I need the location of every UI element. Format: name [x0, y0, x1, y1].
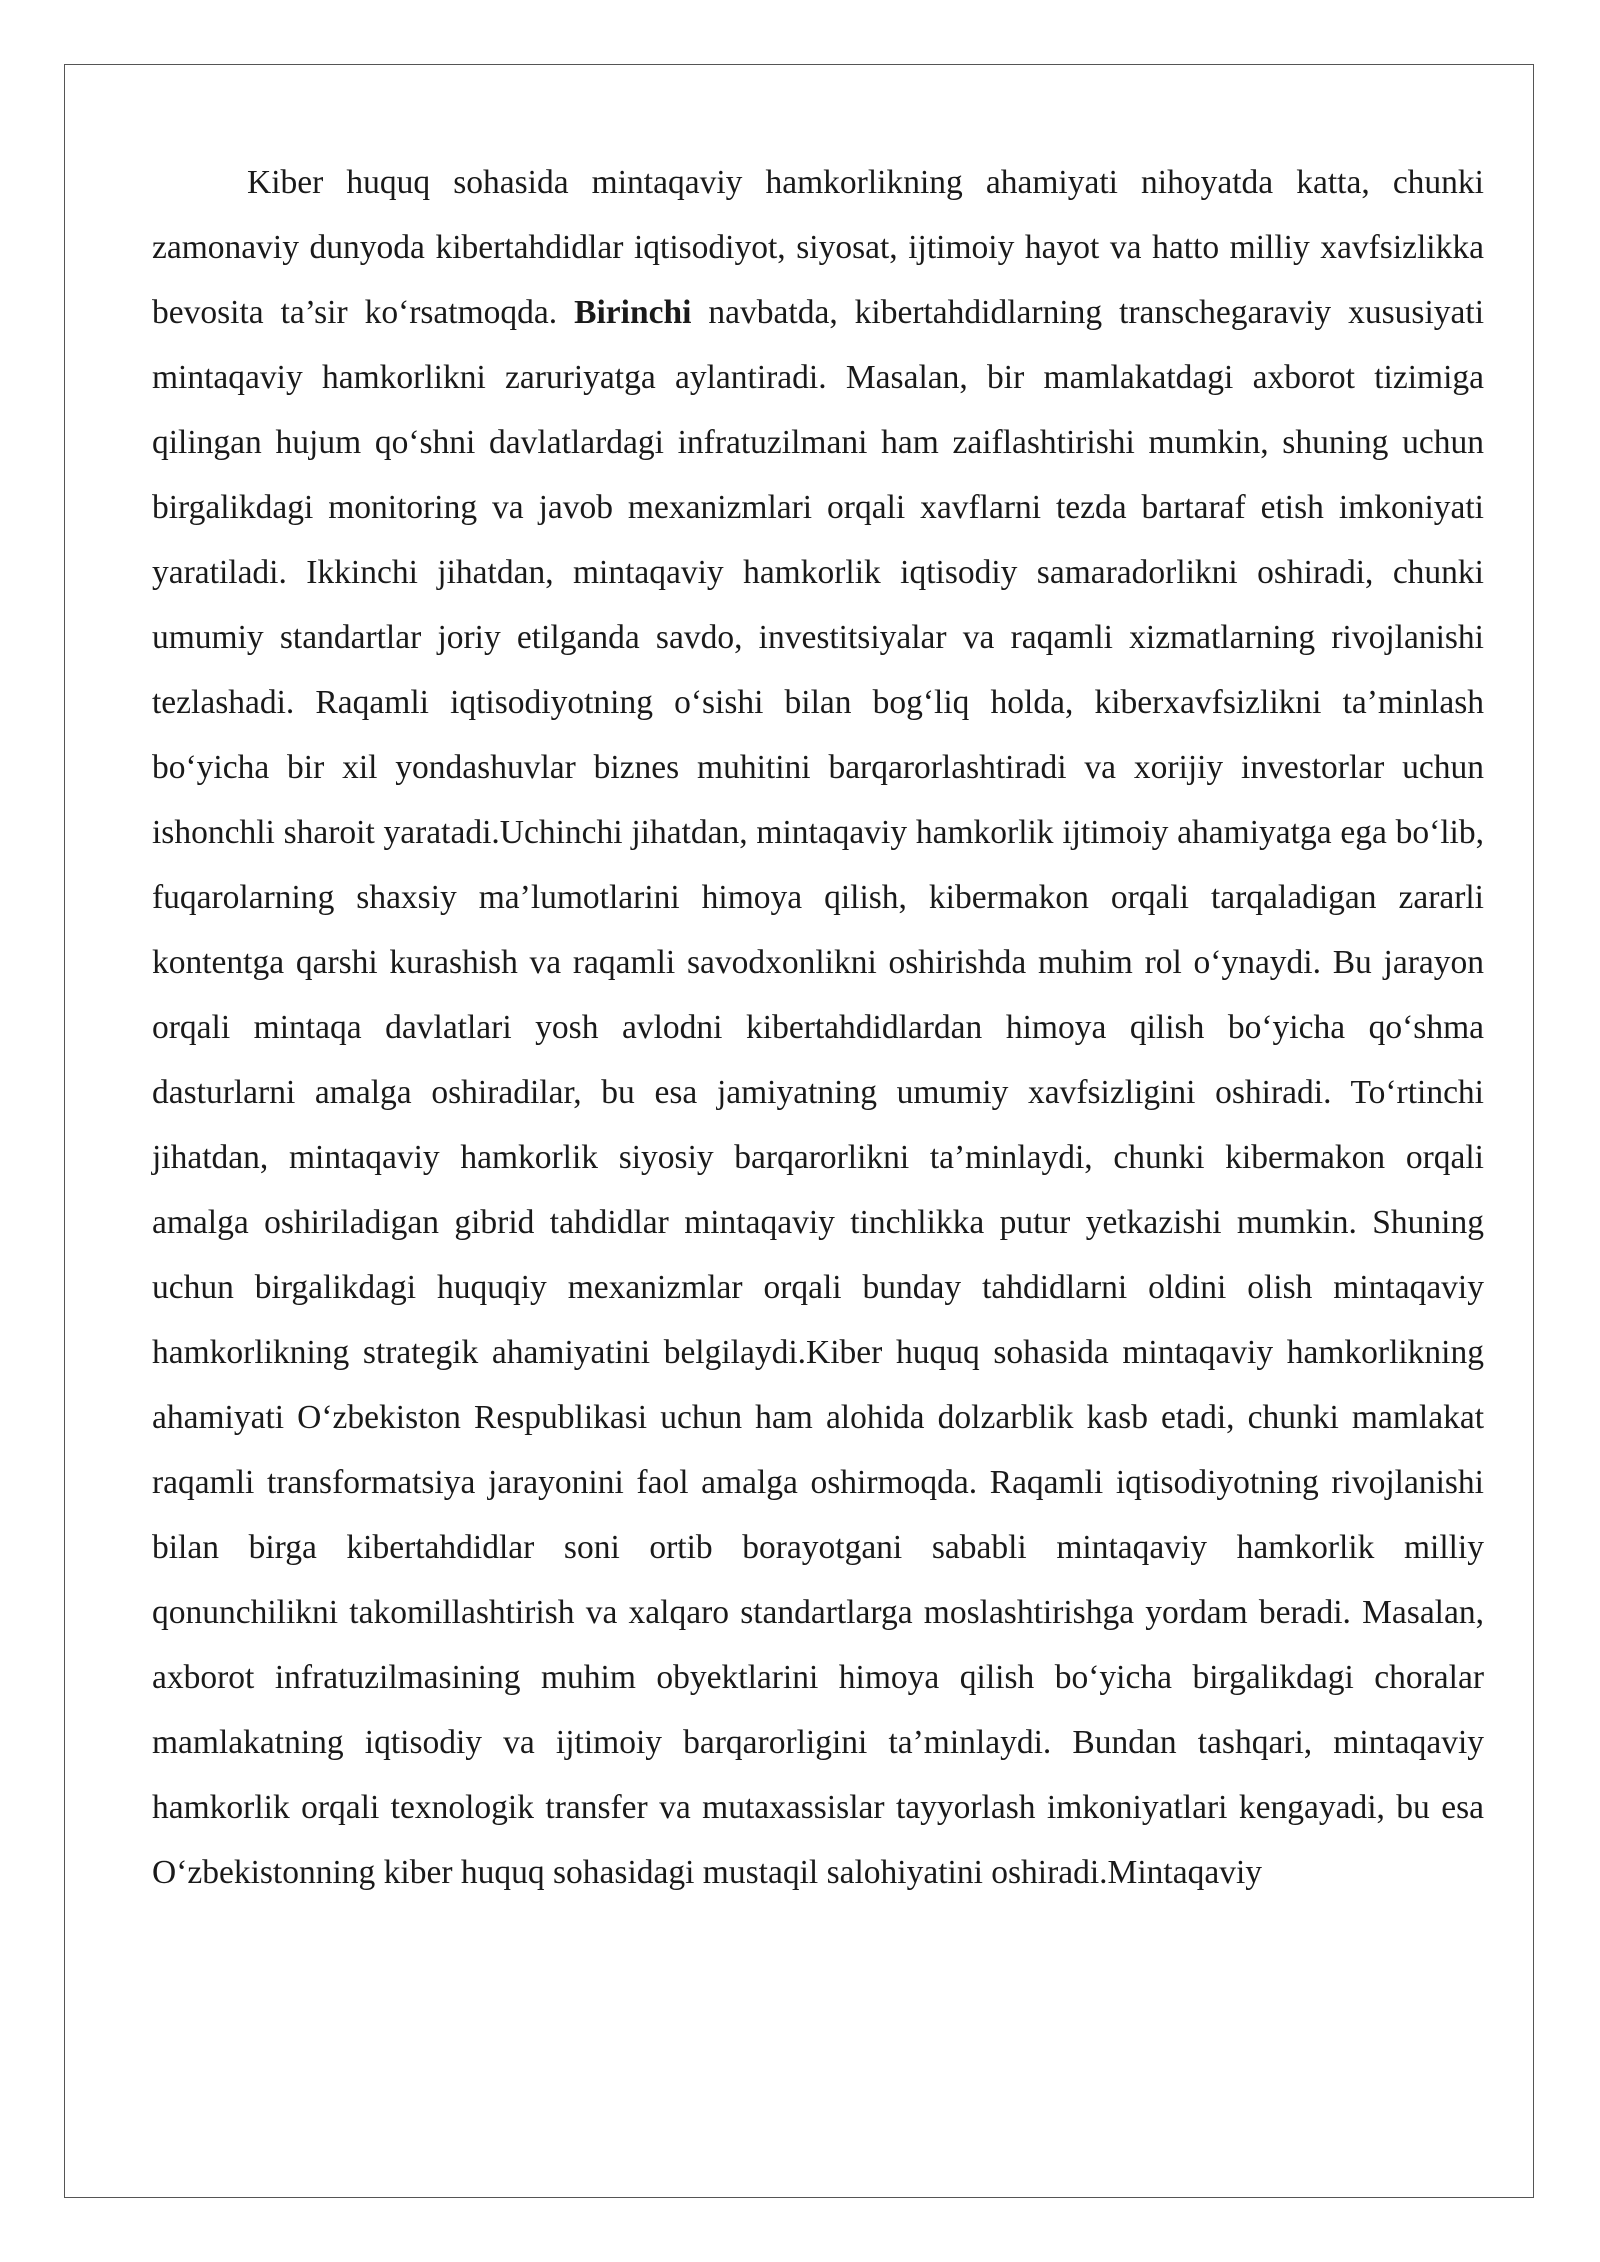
paragraph-body-text: navbatda, kibertahdidlarning transchegaraviy xususiyati mintaqaviy hamkorlikni zaruriyatga aylantiradi. Masalan, bir mamlakatdagi axborot tizimiga qilingan hujum qo‘shni davlatlardagi infratuzilmani ham zaiflashtirishi mumkin, shuning uchun birgalikdagi monitoring va javob mexanizmlari orqali xavflarni tezda bartaraf etish imkoniyati yaratiladi. Ikkinchi jihatdan, mintaqaviy hamkorlik iqtisodiy samaradorlikni oshiradi, chunki umumiy standartlar joriy etilganda savdo, investitsiyalar va raqamli xizmatlarning rivojlanishi tezlashadi. Raqamli iqtisodiyotning o‘sishi bilan bog‘liq holda, kiberxavfsizlikni ta’minlash bo‘yicha bir xil yondashuvlar biznes muhitini barqarorlashtiradi va xorijiy investorlar uchun ishonchli sharoit yaratadi.Uchinchi jihatdan, mintaqaviy hamkorlik ijtimoiy ahamiyatga ega bo‘lib, fuqarolarning shaxsiy ma’lumotlarini himoya qilish, kibermakon orqali tarqaladigan zararli kontentga qarshi kurashish va raqamli savodxonlikni oshirishda muhim rol o‘ynaydi. Bu jarayon orqali mintaqa davlatlari yosh avlodni kibertahdidlardan himoya qilish bo‘yicha qo‘shma dasturlarni amalga oshiradilar, bu esa jamiyatning umumiy xavfsizligini oshiradi. To‘rtinchi jihatdan, mintaqaviy hamkorlik siyosiy barqarorlikni ta’minlaydi, chunki kibermakon orqali amalga oshiriladigan gibrid tahdidlar mintaqaviy tinchlikka putur yetkazishi mumkin. Shuning uchun birgalikdagi huquqiy mexanizmlar orqali bunday tahdidlarni oldini olish mintaqaviy hamkorlikning strategik ahamiyatini belgilaydi.Kiber huquq sohasida mintaqaviy hamkorlikning ahamiyati O‘zbekiston Respublikasi uchun ham alohida dolzarblik kasb etadi, chunki mamlakat raqamli transformatsiya jarayonini faol amalga oshirmoqda. Raqamli iqtisodiyotning rivojlanishi bilan birga kibertahdidlar soni ortib borayotgani sababli mintaqaviy hamkorlik milliy qonunchilikni takomillashtirish va xalqaro standartlarga moslashtirishga yordam beradi. Masalan, axborot infratuzilmasining muhim obyektlarini himoya qilish bo‘yicha birgalikdagi choralar mamlakatning iqtisodiy va ijtimoiy barqarorligini ta’minlaydi. Bundan tashqari, mintaqaviy hamkorlik orqali texnologik transfer va mutaxassislar tayyorlash imkoniyatlari kengayadi, bu esa O‘zbekistonning kiber huquq sohasidagi mustaqil salohiyatini oshiradi.Mintaqaviy: [152, 294, 1484, 1891]
body-paragraph: [152, 150, 1484, 1905]
paragraph-emphasis-text: Birinchi: [574, 294, 692, 331]
paragraph-lead-text: Kiber huquq sohasida mintaqaviy hamkorlikning ahamiyati nihoyatda katta, chunki zamonaviy dunyoda kibertahdidlar iqtisodiyot, siyosat, ijtimoiy hayot va hatto milliy xavfsizlikka bevosita ta’sir ko‘rsatmoqda.: [152, 164, 1484, 331]
